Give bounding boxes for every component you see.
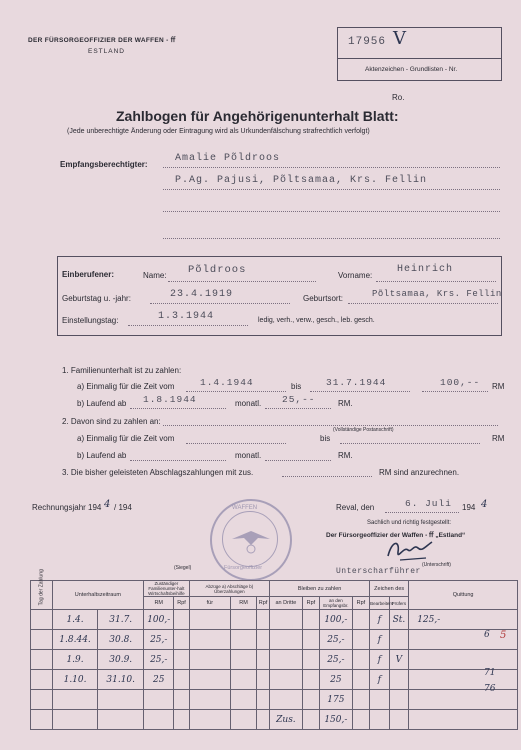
ro-label: Ro.	[392, 93, 405, 102]
birthplace-label: Geburtsort:	[303, 294, 344, 303]
section1-label: 1. Familienunterhalt ist zu zahlen:	[62, 366, 182, 375]
monatl-label: monatl.	[235, 451, 262, 460]
col-amount-header: Zuständiger Familienunter-halt Wirtschaftsbeihilfe	[144, 581, 190, 597]
form-subtitle: (Jede unberechtigte Änderung oder Eintragung wird als Urkundenfälschung strafrechtlich verfolgt)	[67, 128, 370, 135]
table-row: 1.4. 31.7. 100,- 100,- f St. 125,-	[31, 610, 518, 630]
table-row: Zus. 150,-	[31, 710, 518, 730]
section3-tail: RM sind anzurechnen.	[379, 468, 460, 477]
official-seal	[210, 499, 292, 581]
office-line1: DER FÜRSORGEOFFIZIER DER WAFFEN - ﬀ	[28, 37, 176, 44]
conscript-firstname-label: Vorname:	[338, 271, 373, 280]
table-row: 1.10. 31.10. 25 25 f	[31, 670, 518, 690]
table-row: 1.9. 30.9. 25,- 25,- f V	[31, 650, 518, 670]
bis-label: bis	[320, 434, 331, 443]
table-row: 175	[31, 690, 518, 710]
form-title: Zahlbogen für Angehörigenunterhalt Blatt:	[116, 108, 399, 124]
place-label: Reval, den	[336, 503, 375, 512]
entry-date: 1.3.1944	[158, 311, 215, 322]
margin-note-a: 6	[484, 630, 490, 640]
conscript-firstname: Heinrich	[397, 264, 454, 275]
section2-a-label: a) Einmalig für die Zeit vom	[77, 434, 175, 443]
monatl-label: monatl.	[235, 399, 262, 408]
fiscal-year-label: Rechnungsjahr 194	[32, 503, 102, 512]
section1-a-amount: 100,--	[440, 377, 481, 388]
section2-b-label: b) Laufend ab	[77, 451, 127, 460]
payment-table: Tag der Zahlung Unterhaltszeitraum Zuständiger Familienunter-halt Wirtschaftsbeihilfe Abzüge a) Abschläge b) Überzahlungen Bleiben zu zahlen Zeichen des Quittung RM Rpf für RM Rpf an Dritte Rpf an den Empfangsbr. Rpf Bearbeiters Prüfers 1.4. 31.7. 100,- 100,- f St. 125,- 1.8.44. 30.8. 25,- 25,- f 1.9. 30.9. 25,- 25,- f V 1.10. 31.10. 25 25 f 175 Zus. 150,-	[30, 580, 518, 730]
section1-a-from: 1.4.1944	[200, 377, 254, 388]
rm-label: RM	[492, 434, 505, 443]
bis-label: bis	[291, 382, 302, 391]
seal-text-top: WAFFEN	[232, 505, 258, 511]
section1-b-label: b) Laufend ab	[77, 399, 127, 408]
recipient-label: Empfangsberechtigter:	[60, 160, 148, 169]
col-tag-header: Tag der Zahlung	[31, 581, 53, 610]
year-value: 4	[481, 499, 488, 510]
birth-date: 23.4.1919	[170, 289, 234, 300]
col-receipt-header: Quittung	[409, 581, 518, 610]
conscript-label: Einberufener:	[62, 270, 115, 279]
entry-label: Einstellungstag:	[62, 316, 119, 325]
section2-label: 2. Davon sind zu zahlen an:	[62, 417, 161, 426]
section1-a-to: 31.7.1944	[326, 377, 387, 388]
fiscal-year-value: 4	[104, 499, 111, 510]
signature-label: (Unterschrift)	[422, 562, 451, 568]
recipient-name: Amalie Põldroos	[175, 153, 281, 164]
date-value: 6. Juli	[405, 498, 452, 509]
verified-text: Sachlich und richtig festgestellt:	[367, 520, 452, 526]
rm-label: RM	[492, 382, 505, 391]
col-remaining-header: Bleiben zu zahlen	[270, 581, 370, 597]
section1-a-label: a) Einmalig für die Zeit vom	[77, 382, 175, 391]
rm-label: RM.	[338, 399, 353, 408]
officer-title: Der Fürsorgeoffizier der Waffen - ﬀ „Estland“	[326, 532, 466, 539]
rm-label: RM.	[338, 451, 353, 460]
seal-label: (Siegel)	[174, 565, 192, 571]
margin-note-d: 76	[484, 684, 496, 694]
reference-number: 17956	[348, 36, 387, 48]
recipient-address: P.Ag. Pajusi, Põltsamaa, Krs. Fellin	[175, 175, 428, 186]
conscript-name: Põldroos	[188, 264, 247, 276]
fiscal-year-sep: / 194	[114, 503, 132, 512]
conscript-name-label: Name:	[143, 271, 167, 280]
margin-note-c: 71	[484, 668, 496, 678]
eagle-icon	[212, 501, 290, 579]
col-sign-header: Zeichen des	[370, 581, 409, 597]
table-row: 1.8.44. 30.8. 25,- 25,- f	[31, 630, 518, 650]
rank-text: Unterscharführer	[336, 567, 421, 576]
margin-note-b: 5	[500, 630, 507, 641]
col-period-header: Unterhaltszeitraum	[52, 581, 143, 610]
birthplace: Põltsamaa, Krs. Fellin	[372, 289, 502, 299]
seal-text-bottom: Fürsorgeoffizier	[224, 565, 263, 571]
reference-mark: V	[393, 28, 406, 49]
reference-label: Aktenzeichen - Grundlisten - Nr.	[365, 66, 458, 73]
section1-b-amount: 25,--	[282, 394, 316, 405]
section1-b-from: 1.8.1944	[143, 394, 197, 405]
postal-note: (Vollständige Postanschrift)	[333, 427, 394, 433]
marital-status: ledig, verh., verw., gesch., leb. gesch.	[258, 317, 375, 324]
year-label: 194	[462, 503, 476, 512]
section3-label: 3. Die bisher geleisteten Abschlagszahlungen mit zus.	[62, 468, 254, 477]
office-line2: ESTLAND	[88, 48, 125, 55]
col-deduction-header: Abzüge a) Abschläge b) Überzahlungen	[189, 581, 269, 597]
birth-label: Geburtstag u. -jahr:	[62, 294, 131, 303]
